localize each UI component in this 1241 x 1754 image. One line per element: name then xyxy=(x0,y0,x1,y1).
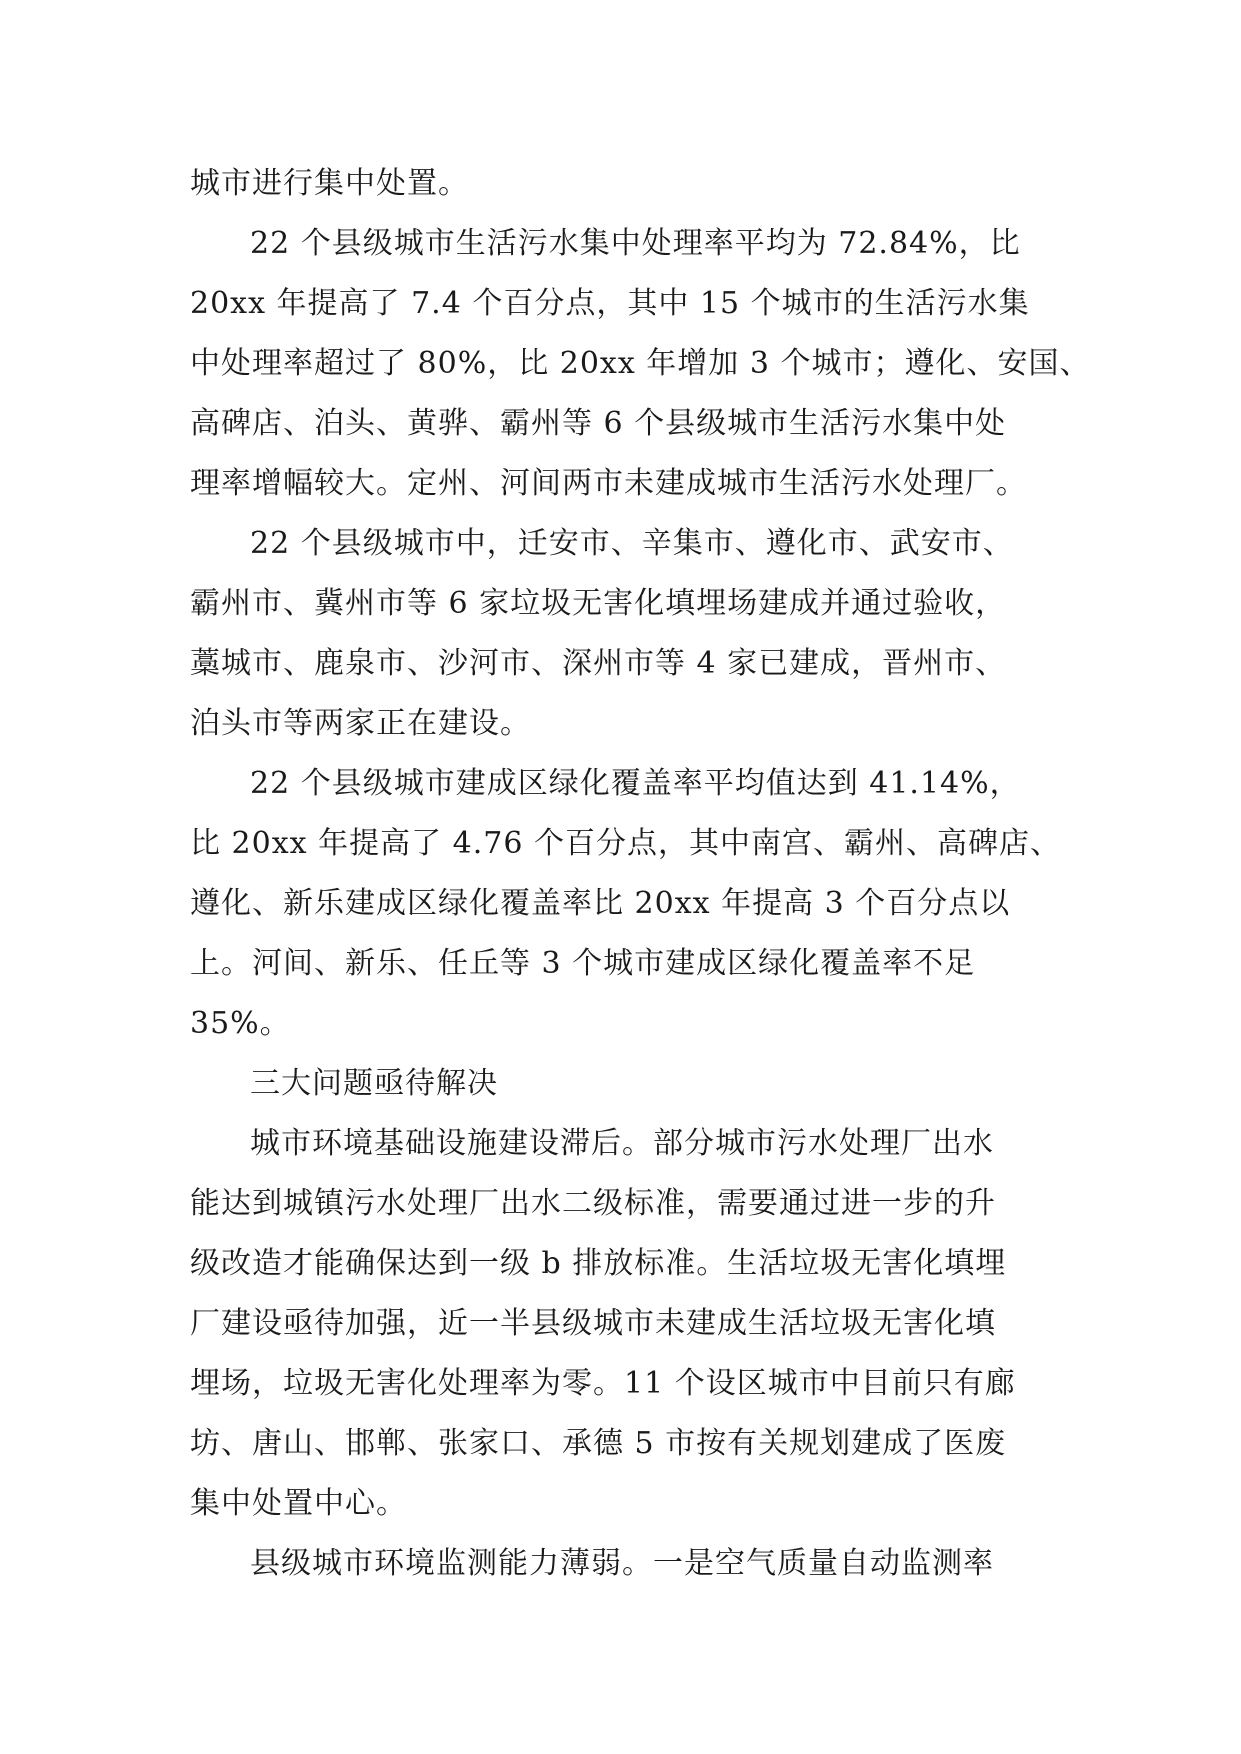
text-line: 理率增幅较大。定州、河间两市未建成城市生活污水处理厂。 xyxy=(190,466,1027,501)
text-line: 级改造才能确保达到一级 b 排放标准。生活垃圾无害化填埋 xyxy=(190,1246,1007,1281)
text-line: 埋场，垃圾无害化处理率为零。11 个设区城市中目前只有廊 xyxy=(190,1366,1016,1401)
text-line: 比 20xx 年提高了 4.76 个百分点，其中南宫、霸州、高碑店、 xyxy=(190,826,1061,861)
paragraph-start-line: 城市环境基础设施建设滞后。部分城市污水处理厂出水 xyxy=(250,1126,994,1161)
section-heading: 三大问题亟待解决 xyxy=(250,1066,498,1101)
text-line: 城市进行集中处置。 xyxy=(190,166,469,201)
text-line: 霸州市、冀州市等 6 家垃圾无害化填埋场建成并通过验收， xyxy=(190,586,1007,621)
text-line: 能达到城镇污水处理厂出水二级标准，需要通过进一步的升 xyxy=(190,1186,996,1221)
paragraph-start-line: 县级城市环境监测能力薄弱。一是空气质量自动监测率 xyxy=(250,1546,994,1581)
document-body xyxy=(190,154,1091,1594)
text-line: 中处理率超过了 80%，比 20xx 年增加 3 个城市；遵化、安国、 xyxy=(190,346,1091,381)
text-line: 藁城市、鹿泉市、沙河市、深州市等 4 家已建成，晋州市、 xyxy=(190,646,1007,681)
text-line: 泊头市等两家正在建设。 xyxy=(190,706,531,741)
paragraph-start-line: 22 个县级城市建成区绿化覆盖率平均值达到 41.14%， xyxy=(250,766,1021,801)
paragraph-start-line: 22 个县级城市中，迁安市、辛集市、遵化市、武安市、 xyxy=(250,526,1014,561)
paragraph-start-line: 22 个县级城市生活污水集中处理率平均为 72.84%，比 xyxy=(250,226,1021,261)
text-line: 坊、唐山、邯郸、张家口、承德 5 市按有关规划建成了医废 xyxy=(190,1426,1007,1461)
text-line: 厂建设亟待加强，近一半县级城市未建成生活垃圾无害化填 xyxy=(190,1306,996,1341)
text-line: 集中处置中心。 xyxy=(190,1486,407,1521)
text-line: 上。河间、新乐、任丘等 3 个城市建成区绿化覆盖率不足 xyxy=(190,946,976,981)
text-line: 35%。 xyxy=(190,1006,291,1041)
text-line: 20xx 年提高了 7.4 个百分点，其中 15 个城市的生活污水集 xyxy=(190,286,1030,321)
text-line: 高碑店、泊头、黄骅、霸州等 6 个县级城市生活污水集中处 xyxy=(190,406,1007,441)
text-line: 遵化、新乐建成区绿化覆盖率比 20xx 年提高 3 个百分点以 xyxy=(190,886,1011,921)
